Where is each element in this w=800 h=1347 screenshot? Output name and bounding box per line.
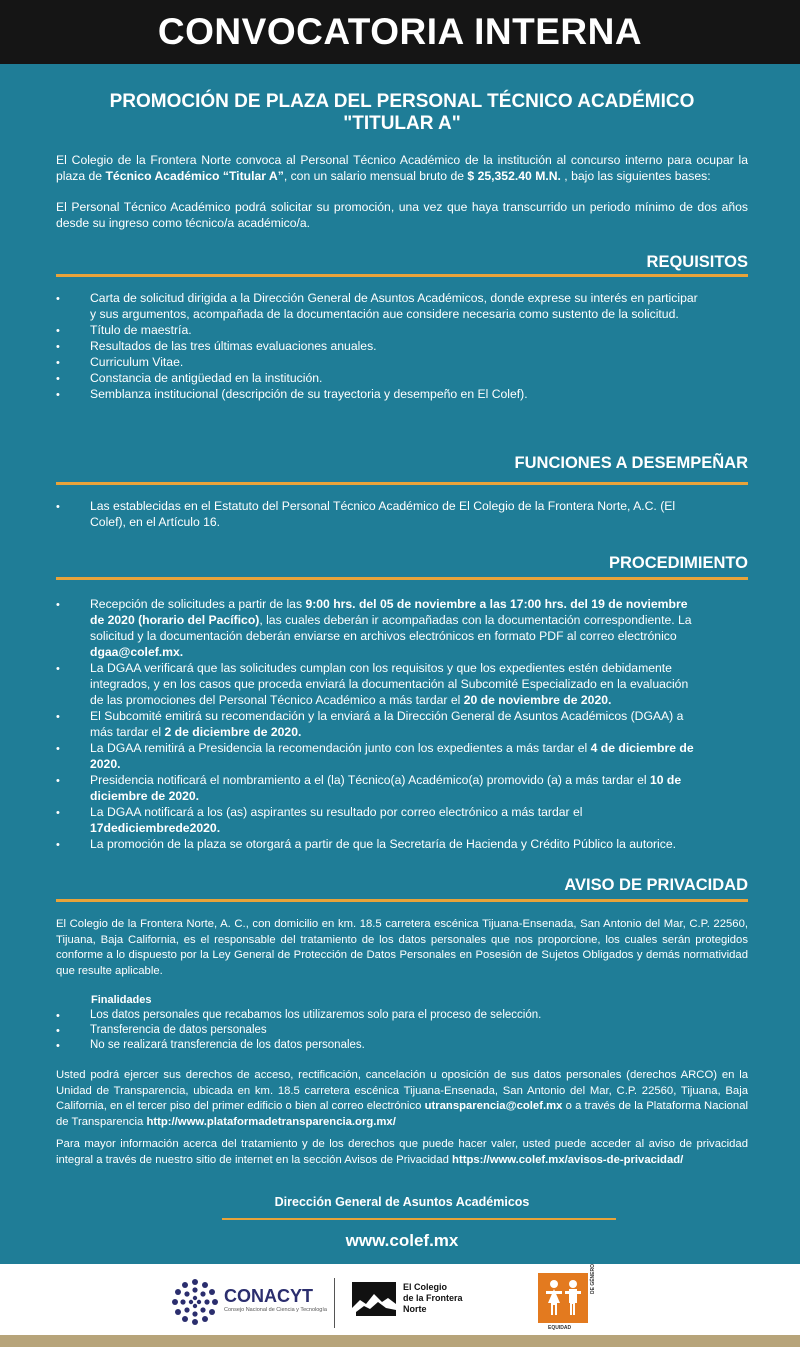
main-panel [0, 64, 800, 1264]
colef-line: de la Frontera [403, 1293, 463, 1303]
more-info-paragraph [56, 1137, 748, 1168]
list-item [56, 740, 748, 772]
list-item [56, 804, 748, 836]
transparency-platform-link: http://www.plataformadetransparencia.org.mx/ [146, 1115, 396, 1128]
item-text: La DGAA notificará a los (as) aspirantes su resultado por correo electrónico a más tardar el [90, 805, 583, 819]
intro-text: , con un salario mensual bruto de [283, 169, 468, 183]
item-date: 9:00 hrs. del 05 de noviembre a las 17:00 hrs. del 19 de noviembre de 2020 (horario del Pacífico) [90, 597, 688, 627]
item-date: 2 de diciembre de 2020. [164, 725, 302, 739]
item-text: La DGAA verificará que las solicitudes cumplan con los requisitos y que los expedientes estén debidamente integrados, y en los casos que proceda enviará la documentación al Subcomité Especializado en la evaluación de las promociones del Personal Técnico Académico a más tardar el [90, 661, 689, 707]
intro-salary: $ 25,352.40 M.N. [467, 169, 561, 183]
item-date: 10 de diciembre de 2020. [90, 773, 682, 803]
arco-text: Usted podrá ejercer sus derechos de acceso, rectificación, cancelación u oposición de sus datos personales (derechos ARCO) en la Unidad de Transparencia, ubicada en km. 18.5 carretera escénica Tijuana-Ensenada, San Antonio del Mar, C.P. 22560, Tijuana, Baja California, en el tercer piso del primer edificio o bien al correo electrónico [56, 1069, 748, 1112]
list-item: • Título de maestría. [56, 322, 748, 338]
list-item: • Los datos personales que recabamos los utilizaremos solo para el proceso de selección. [56, 1008, 748, 1023]
equidad-label: EQUIDAD [548, 1325, 572, 1331]
colef-wordmark [403, 1282, 463, 1315]
list-item: • Resultados de las tres últimas evaluaciones anuales. [56, 338, 748, 354]
list-item [56, 708, 748, 740]
section-title-funciones: FUNCIONES A DESEMPEÑAR [514, 454, 748, 472]
conacyt-wordmark: CONACYT [224, 1286, 313, 1306]
intro-paragraph [56, 152, 748, 184]
equidad-label-vertical: DE GÉNERO [590, 1263, 596, 1294]
conacyt-logo-icon [171, 1278, 219, 1326]
privacy-notice-link: https://www.colef.mx/avisos-de-privacidad/ [452, 1153, 684, 1166]
intro-text: , bajo las siguientes bases: [560, 169, 711, 183]
section-title-procedimiento: PROCEDIMIENTO [608, 554, 748, 572]
section-title-requisitos: REQUISITOS [646, 253, 748, 271]
section-title-aviso: AVISO DE PRIVACIDAD [564, 876, 748, 894]
direccion-label: Dirección General de Asuntos Académicos [274, 1195, 530, 1209]
website-url: www.colef.mx [345, 1231, 459, 1250]
intro-position: Técnico Académico “Titular A” [105, 169, 284, 183]
item-date: 20 de noviembre de 2020. [463, 693, 612, 707]
list-item [56, 772, 748, 804]
colef-line: Norte [403, 1304, 427, 1314]
header-bar [0, 0, 800, 64]
requisitos-list [56, 290, 748, 402]
item-text: La DGAA remitirá a Presidencia la recomendación junto con los expedientes a más tardar el [90, 741, 591, 755]
direccion-rule [222, 1218, 616, 1220]
finalidades-title: Finalidades [91, 994, 152, 1006]
list-item: • No se realizará transferencia de los datos personales. [56, 1038, 748, 1053]
item-text: Presidencia notificará el nombramiento a el (la) Técnico(a) Académico(a) promovido (a) a más tardar el [90, 773, 650, 787]
list-item [56, 836, 748, 852]
subtitle-line1: PROMOCIÓN DE PLAZA DEL PERSONAL TÉCNICO ACADÉMICO [109, 91, 695, 112]
list-item [56, 596, 748, 660]
colef-logo-icon [352, 1282, 396, 1316]
subtitle [56, 91, 748, 135]
arco-paragraph [56, 1068, 748, 1130]
list-item: • Constancia de antigüedad en la institución. [56, 370, 748, 386]
intro-text: El Colegio de la Frontera Norte convoca al Personal Técnico Académico de la institución al concurso interno para ocupar la plaza de [56, 153, 748, 183]
item-text: Recepción de solicitudes a partir de las [90, 597, 306, 611]
list-item: • Las establecidas en el Estatuto del Personal Técnico Académico de El Colegio de la Frontera Norte, A.C. (El Colef), en el Artículo 16. [56, 498, 748, 530]
colef-line: El Colegio [403, 1282, 448, 1292]
list-item [56, 660, 748, 708]
page-title: CONVOCATORIA INTERNA [157, 11, 643, 52]
eligibility-paragraph: El Personal Técnico Académico podrá solicitar su promoción, una vez que haya transcurrido un periodo mínimo de dos años desde su ingreso como técnico/a académico/a. [56, 200, 748, 230]
list-item: • Carta de solicitud dirigida a la Dirección General de Asuntos Académicos, donde exprese su interés en participar y sus argumentos, acompañada de la documentación aue considere necesaria como sustento de la solicitud. [56, 290, 748, 322]
transparency-email: utransparencia@colef.mx [424, 1100, 563, 1112]
subtitle-line2: "TITULAR A" [343, 113, 461, 134]
arco-text: o a través de la Plataforma Nacional de Transparencia [56, 1100, 748, 1128]
item-text: El Subcomité emitirá su recomendación y la enviará a la Dirección General de Asuntos Académicos (DGAA) a más tardar el [90, 709, 684, 739]
section-rule [56, 274, 748, 277]
section-rule [56, 482, 748, 485]
footer-accent-bar [0, 1335, 800, 1347]
item-date: 4 de diciembre de 2020. [90, 741, 694, 771]
conacyt-subtitle: Consejo Nacional de Ciencia y Tecnología [224, 1307, 327, 1313]
more-info-text: Para mayor información acerca del tratamiento y de los derechos que puede hacer valer, usted puede acceder al aviso de privacidad integral a través de nuestro sitio de internet en la sección Avisos de Privacidad [56, 1138, 748, 1166]
list-item: • Curriculum Vitae. [56, 354, 748, 370]
equidad-genero-logo-icon [538, 1273, 596, 1331]
section-rule [56, 899, 748, 902]
aviso-paragraph: El Colegio de la Frontera Norte, A. C., con domicilio en km. 18.5 carretera escénica Tijuana-Ensenada, San Antonio del Mar, C.P. 22560, Tijuana, Baja California, es el responsable del tratamiento de los datos personales que nos proporcione, los cuales serán protegidos conforme a lo dispuesto por la Ley General de Protección de Datos Personales en Posesión de Sujetos Obligados y demás normatividad que resulte aplicable. [56, 918, 748, 977]
funciones-list [56, 498, 748, 530]
item-text: La promoción de la plaza se otorgará a partir de que la Secretaría de Hacienda y Crédito Público la autorice. [90, 837, 677, 851]
finalidades-list [56, 1008, 748, 1053]
section-rule [56, 577, 748, 580]
item-date: 17dediciembrede2020. [90, 821, 221, 835]
procedimiento-list [56, 596, 748, 852]
item-email: dgaa@colef.mx. [90, 645, 184, 659]
list-item: • Transferencia de datos personales [56, 1023, 748, 1038]
logo-divider [334, 1278, 335, 1328]
item-text: , las cuales deberán ir acompañadas con la documentación correspondiente. La solicitud y la documentación deberán enviarse en archivos electrónicos en formato PDF al correo electrónico [90, 613, 692, 643]
list-item: • Semblanza institucional (descripción de su trayectoria y desempeño en El Colef). [56, 386, 748, 402]
